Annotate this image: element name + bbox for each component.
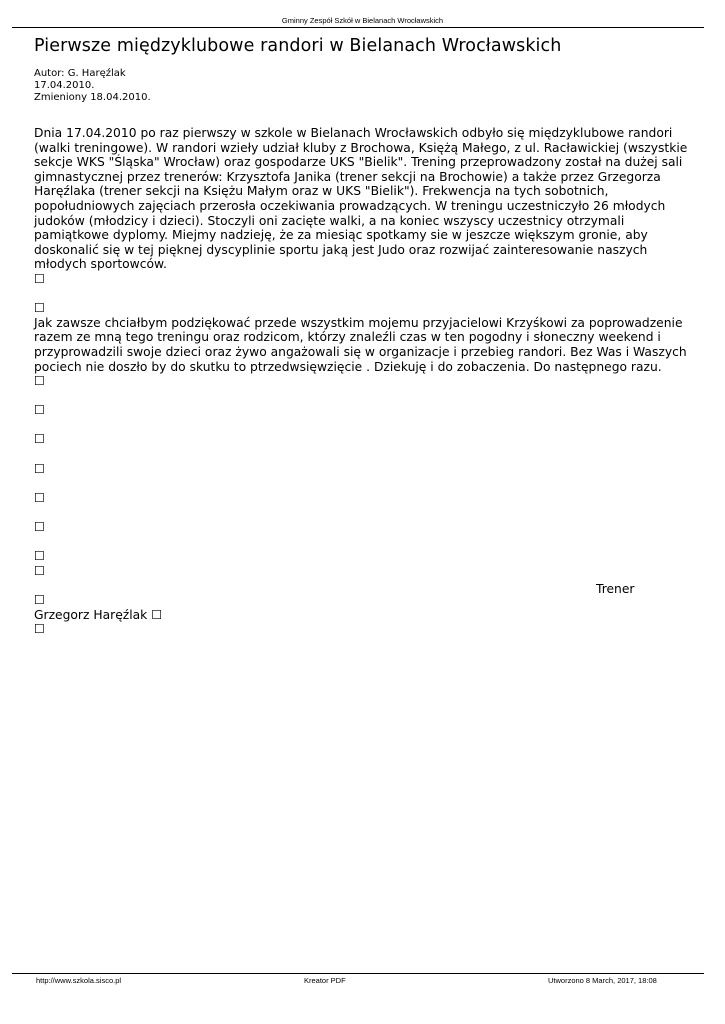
modified-line: Zmieniony 18.04.2010. <box>34 92 151 103</box>
missing-glyph-box: ☐ <box>34 490 46 505</box>
missing-glyph-box: ☐ <box>34 374 46 389</box>
footer-divider <box>12 973 704 974</box>
article-meta <box>34 68 151 104</box>
author-line: Autor: G. Haręźlak <box>34 68 126 79</box>
missing-glyph-box: ☐ <box>34 593 46 607</box>
article-body <box>34 126 694 637</box>
missing-glyph-box: ☐ <box>34 622 46 637</box>
missing-glyph-box: ☐ <box>34 563 46 578</box>
signature-name: Grzegorz Haręźlak ☐ <box>34 607 163 622</box>
footer-generator: Kreator PDF <box>304 976 346 985</box>
spacer <box>34 287 694 302</box>
spacer <box>34 505 694 520</box>
spacer <box>34 578 694 593</box>
missing-glyph-box: ☐ <box>34 549 46 564</box>
spacer <box>34 476 694 491</box>
missing-glyph-box: ☐ <box>34 301 46 316</box>
signature-role: Trener <box>596 582 635 596</box>
article-title: Pierwsze międzyklubowe randori w Bielanach Wrocławskich <box>34 36 562 56</box>
site-header: Gminny Zespół Szkół w Bielanach Wrocławskich <box>281 16 444 25</box>
date-line: 17.04.2010. <box>34 80 95 91</box>
spacer <box>34 535 694 550</box>
paragraph-intro: Dnia 17.04.2010 po raz pierwszy w szkole w Bielanach Wrocławskich odbyło się międzyklubowe randori (walki treningowe). W randori wzieły udział kluby z Brochowa, Księżą Małego, z ul. Racławickiej (wszystkie sekcje WKS "Śląska" Wrocław) oraz gospodarze UKS "Bielik". Trening przeprowadzony został na dużej sali gimnastycznej przez trenerów: Krzysztofa Janika (trener sekcji na Brochowie) a także przez Grzegorza Haręźlaka (trener sekcji na Księżu Małym oraz w UKS "Bielik"). Frekwencja na tych sobotnich, popołudniowych zajęciach przerosła oczekiwania prowadzących. W treningu uczestniczyło 26 młodych judoków (młodzicy i dzieci). Stoczyli oni zacięte walki, a na koniec wszyscy uczestnicy otrzymali pamiątkowe dyplomy. Miejmy nadzieję, że za miesiąc spotkamy sie w jeszcze większym gronie, aby doskonalić się w tej pięknej dyscyplinie sportu jaką jest Judo oraz rozwijać zainteresowanie naszych młodych sportowców. <box>34 126 688 272</box>
footer-url-link[interactable]: http://www.szkola.sisco.pl <box>36 976 122 985</box>
footer-created-date: Utworzono 8 March, 2017, 18:08 <box>548 976 657 985</box>
missing-glyph-box: ☐ <box>34 403 46 418</box>
spacer <box>34 418 694 433</box>
missing-glyph-box: ☐ <box>34 271 46 286</box>
missing-glyph-box: ☐ <box>34 461 46 476</box>
spacer <box>34 447 694 462</box>
paragraph-thanks: Jak zawsze chciałbym podziękować przede wszystkim mojemu przyjacielowi Krzyśkowi za poprowadzenie razem ze mną tego treningu oraz rodzicom, którzy znaleźli czas w ten pogodny i słoneczny weekend i przyprowadzili swoje dzieci oraz żywo angażowali się w organizacje i przebieg randori. Bez Was i Waszych pociech nie doszło by do skutku to ptrzedwsięwzięcie . Dziekuję i do zobaczenia. Do następnego razu. <box>34 315 687 374</box>
spacer <box>34 389 694 404</box>
header-divider <box>12 27 704 28</box>
missing-glyph-box: ☐ <box>34 520 46 535</box>
missing-glyph-box: ☐ <box>34 432 46 447</box>
